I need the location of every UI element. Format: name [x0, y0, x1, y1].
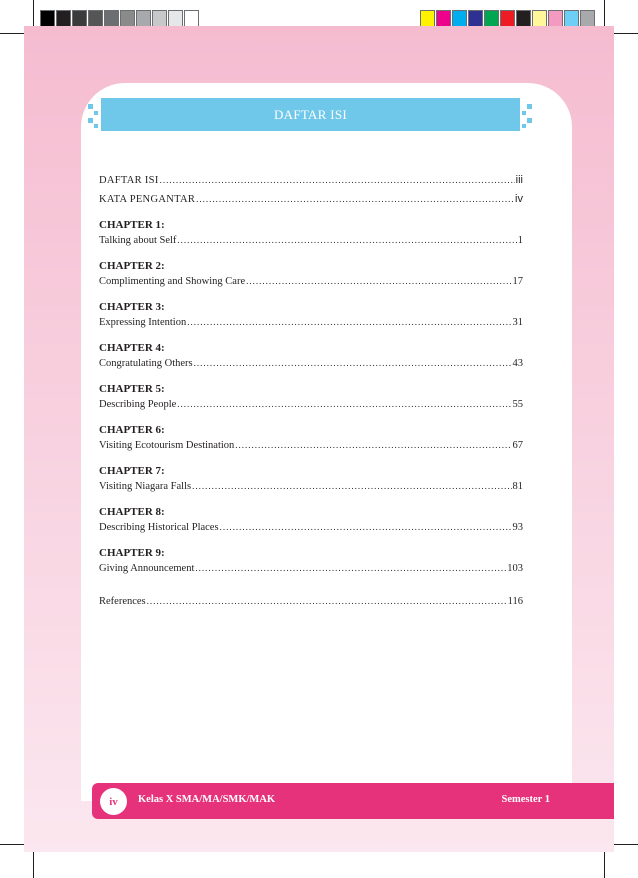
dot-leader	[196, 192, 514, 207]
calibration-swatch	[580, 10, 595, 27]
chapter-title: Congratulating Others	[99, 358, 193, 369]
chapter-block	[99, 463, 523, 494]
toc-entry-page: iv	[515, 193, 523, 205]
toc-entry-chapter-3[interactable]	[99, 315, 523, 330]
crop-mark	[33, 0, 34, 26]
toc-entry-daftar-isi[interactable]	[99, 173, 523, 188]
chapter-page: 81	[512, 481, 523, 492]
toc-entry-references[interactable]	[99, 594, 523, 609]
page-title: DAFTAR ISI	[101, 98, 520, 131]
toc-entry-page: iii	[515, 174, 523, 186]
chapter-heading: CHAPTER 7:	[99, 465, 165, 477]
page-footer	[92, 783, 614, 819]
dot-leader	[194, 356, 512, 371]
calibration-swatch	[152, 10, 167, 27]
dot-leader	[195, 561, 506, 576]
calibration-swatch	[104, 10, 119, 27]
chapter-title: Giving Announcement	[99, 563, 195, 574]
chapter-page: 43	[512, 358, 523, 369]
chapter-page: 55	[512, 399, 523, 410]
chapter-block	[99, 545, 523, 576]
toc-entry-kata-pengantar[interactable]	[99, 192, 523, 207]
chapter-page: 103	[507, 563, 523, 574]
chapter-heading: CHAPTER 3:	[99, 301, 165, 313]
chapter-heading: CHAPTER 4:	[99, 342, 165, 354]
dot-leader	[220, 520, 512, 535]
calibration-swatch	[452, 10, 467, 27]
chapter-block	[99, 381, 523, 412]
banner-decoration	[527, 118, 532, 123]
dot-leader	[177, 233, 516, 248]
dot-leader	[187, 315, 511, 330]
calibration-swatch	[40, 10, 55, 27]
calibration-swatch	[72, 10, 87, 27]
references-label: References	[99, 596, 146, 607]
chapter-heading: CHAPTER 1:	[99, 219, 165, 231]
dot-leader	[177, 397, 511, 412]
chapter-page: 31	[512, 317, 523, 328]
semester-label: Semester 1	[501, 794, 550, 805]
chapter-title: Describing Historical Places	[99, 522, 219, 533]
calibration-swatch	[168, 10, 183, 27]
calibration-swatch	[548, 10, 563, 27]
banner-decoration	[88, 118, 93, 123]
references-page: 116	[507, 596, 523, 607]
chapter-title: Visiting Niagara Falls	[99, 481, 192, 492]
book-title: Kelas X SMA/MA/SMK/MAK	[138, 794, 276, 805]
banner-decoration	[94, 111, 98, 115]
page-number-badge: iv	[100, 788, 127, 815]
color-calibration-bar	[420, 10, 596, 27]
dot-leader	[160, 173, 515, 188]
crop-mark	[604, 0, 605, 26]
crop-mark	[33, 852, 34, 878]
chapter-heading: CHAPTER 2:	[99, 260, 165, 272]
dot-leader	[246, 274, 511, 289]
chapter-heading: CHAPTER 6:	[99, 424, 165, 436]
crop-mark	[0, 33, 26, 34]
chapter-page: 67	[512, 440, 523, 451]
crop-mark	[612, 33, 638, 34]
chapter-block	[99, 340, 523, 371]
toc-entry-label: DAFTAR ISI	[99, 175, 159, 186]
crop-mark	[604, 852, 605, 878]
calibration-swatch	[500, 10, 515, 27]
chapter-block	[99, 217, 523, 248]
calibration-swatch	[468, 10, 483, 27]
calibration-swatch	[436, 10, 451, 27]
chapter-page: 93	[512, 522, 523, 533]
chapter-title: Describing People	[99, 399, 177, 410]
toc-entry-chapter-7[interactable]	[99, 479, 523, 494]
chapter-title: Visiting Ecotourism Destination	[99, 440, 235, 451]
calibration-swatch	[184, 10, 199, 27]
dot-leader	[235, 438, 511, 453]
gray-calibration-bar	[40, 10, 200, 27]
chapter-block	[99, 258, 523, 289]
chapter-page: 17	[512, 276, 523, 287]
toc-entry-label: KATA PENGANTAR	[99, 194, 196, 205]
chapter-block	[99, 422, 523, 453]
chapter-title: Complimenting and Showing Care	[99, 276, 246, 287]
toc-entry-chapter-8[interactable]	[99, 520, 523, 535]
chapter-block	[99, 299, 523, 330]
crop-mark	[0, 844, 26, 845]
banner-decoration	[522, 111, 526, 115]
toc-entry-chapter-1[interactable]	[99, 233, 523, 248]
calibration-swatch	[420, 10, 435, 27]
chapter-heading: CHAPTER 5:	[99, 383, 165, 395]
dot-leader	[192, 479, 511, 494]
calibration-swatch	[564, 10, 579, 27]
calibration-swatch	[56, 10, 71, 27]
banner-decoration	[522, 124, 526, 128]
toc-entry-chapter-6[interactable]	[99, 438, 523, 453]
calibration-swatch	[516, 10, 531, 27]
chapter-block	[99, 504, 523, 535]
calibration-swatch	[136, 10, 151, 27]
toc-entry-chapter-5[interactable]	[99, 397, 523, 412]
banner-decoration	[88, 104, 93, 109]
toc-entry-chapter-4[interactable]	[99, 356, 523, 371]
table-of-contents	[99, 173, 523, 609]
chapter-page: 1	[517, 235, 523, 246]
calibration-swatch	[532, 10, 547, 27]
chapter-title: Expressing Intention	[99, 317, 187, 328]
toc-entry-chapter-2[interactable]	[99, 274, 523, 289]
chapter-heading: CHAPTER 8:	[99, 506, 165, 518]
dot-leader	[147, 594, 507, 609]
calibration-swatch	[484, 10, 499, 27]
calibration-swatch	[88, 10, 103, 27]
calibration-swatch	[120, 10, 135, 27]
banner-decoration	[94, 124, 98, 128]
crop-mark	[612, 844, 638, 845]
banner-decoration	[527, 104, 532, 109]
toc-entry-chapter-9[interactable]	[99, 561, 523, 576]
chapter-title: Talking about Self	[99, 235, 177, 246]
chapter-heading: CHAPTER 9:	[99, 547, 165, 559]
